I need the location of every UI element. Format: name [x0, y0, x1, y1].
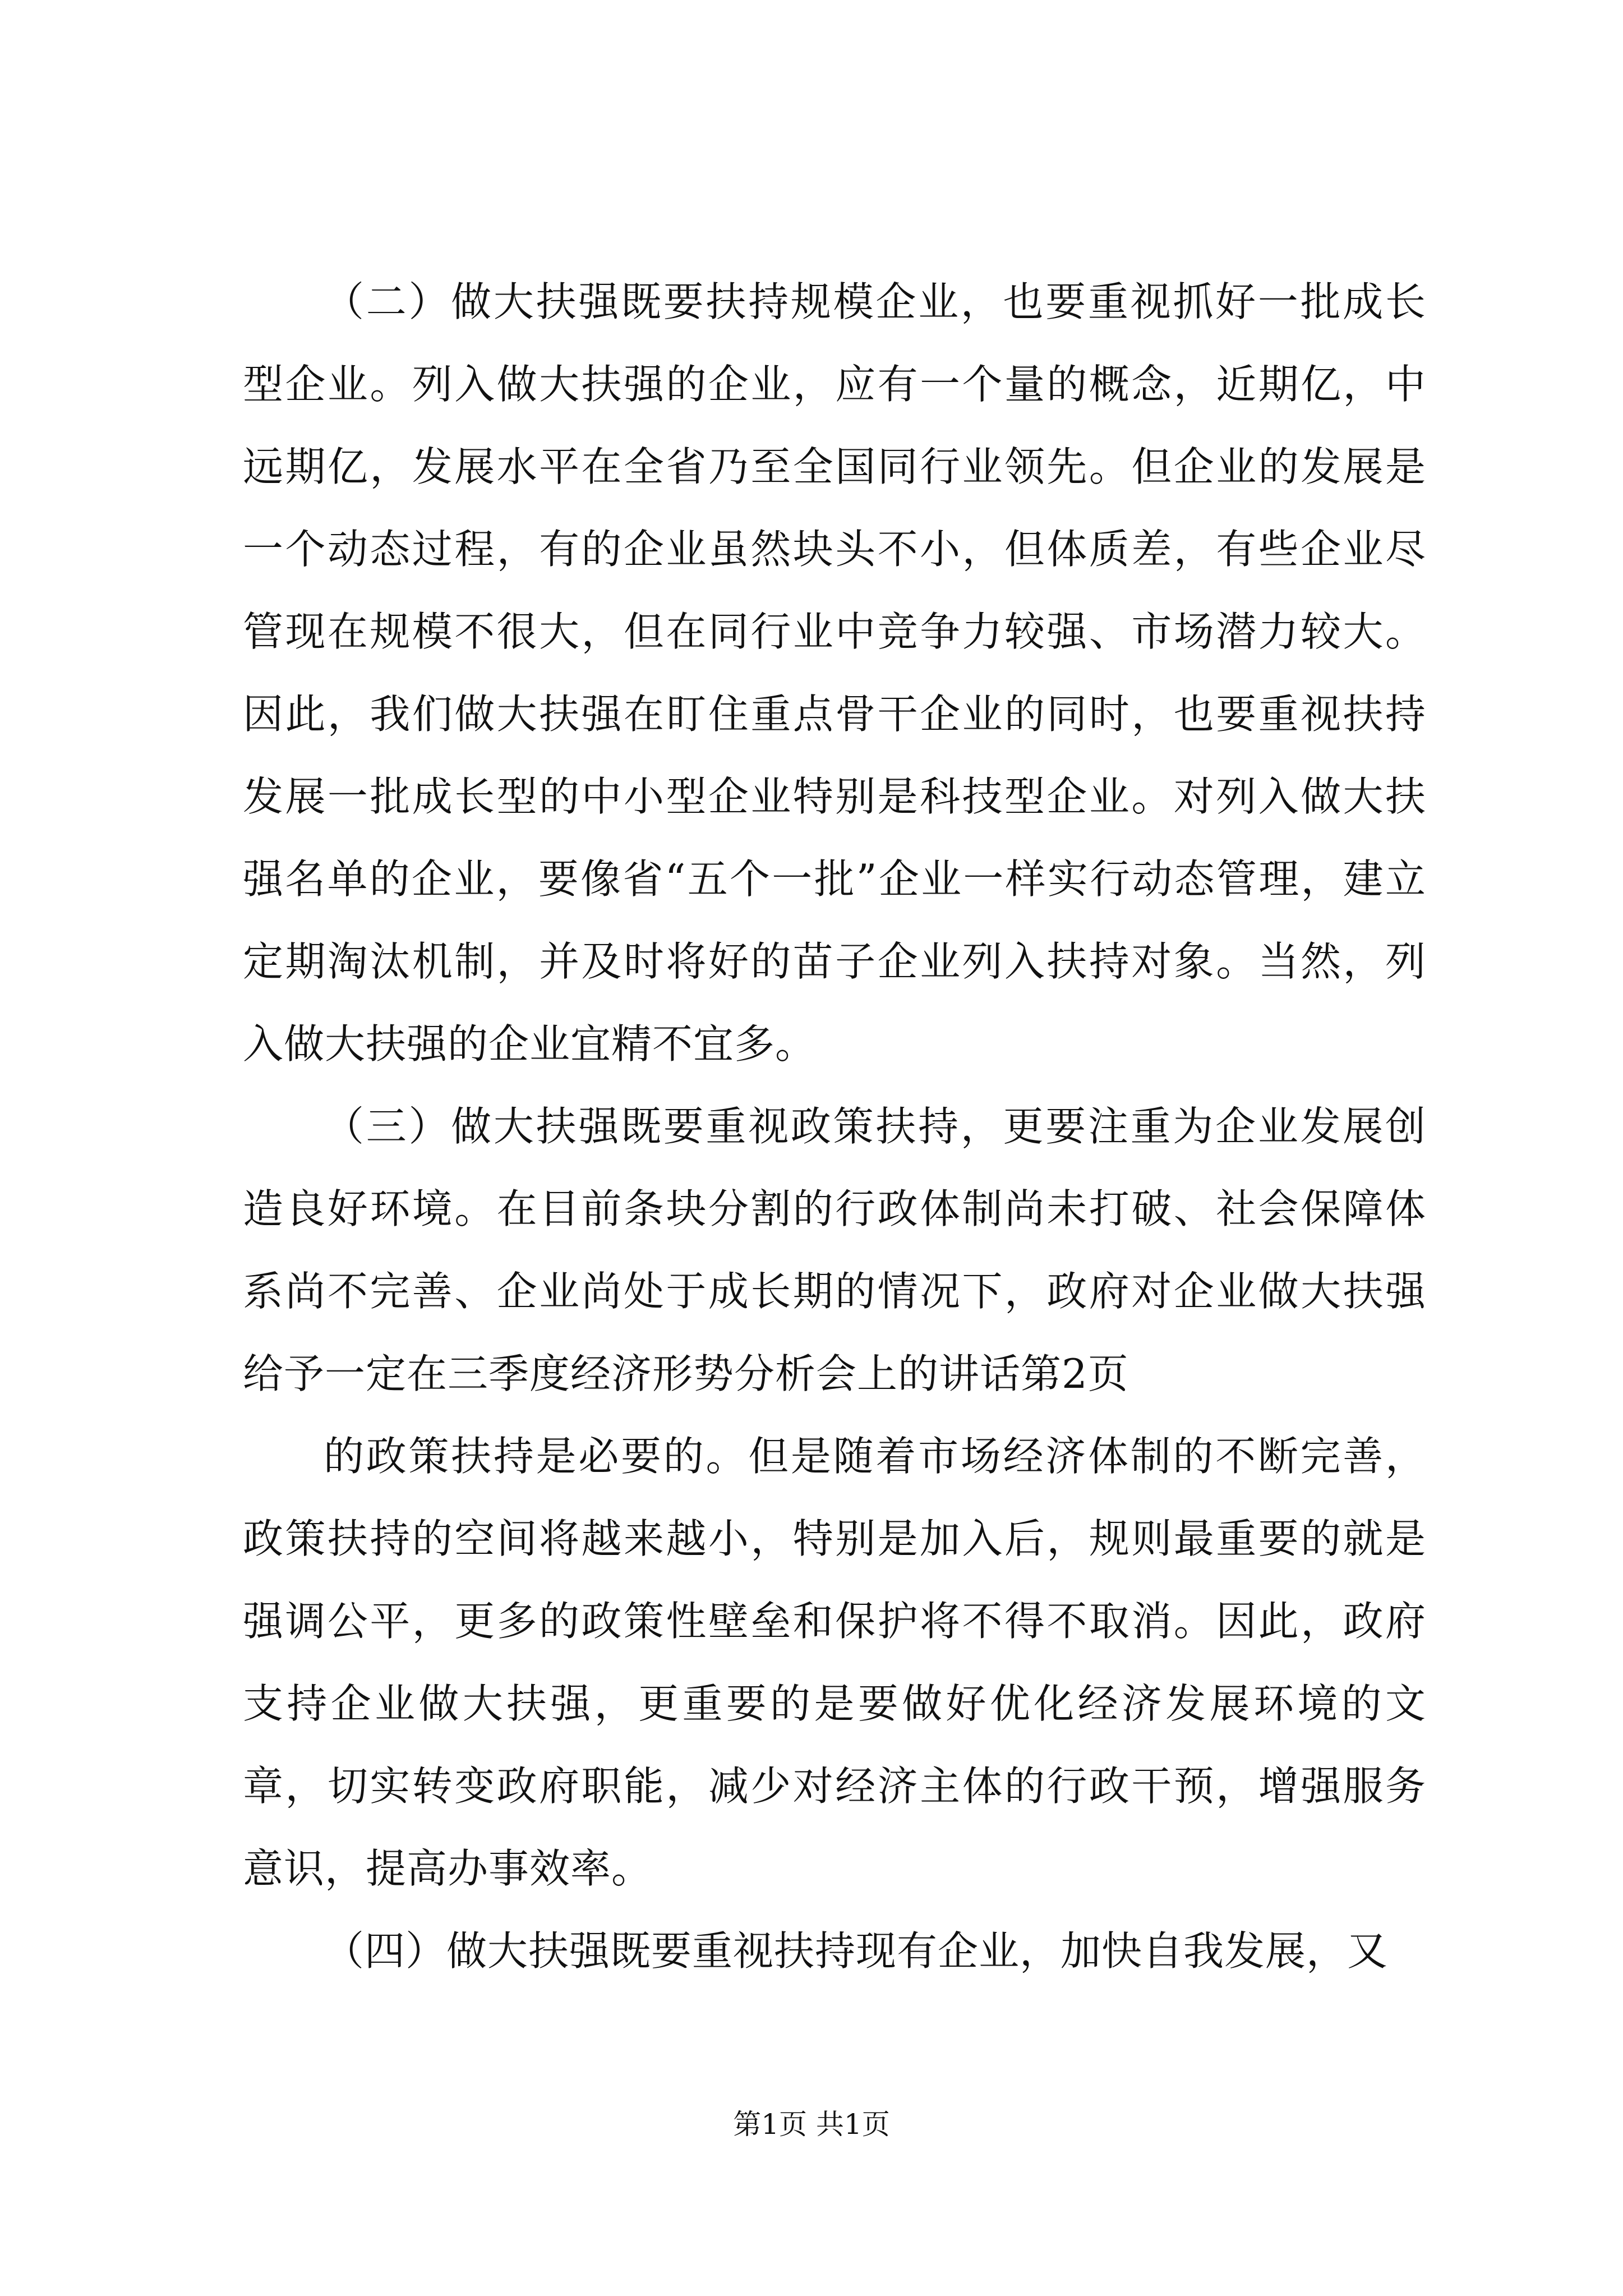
paragraph-section-4: （四）做大扶强既要重视扶持现有企业，加快自我发展，又	[324, 1927, 1389, 1975]
document-body	[243, 261, 1426, 1993]
paragraph-section-2: （二）做大扶强既要扶持规模企业，也要重视抓好一批成长型企业。列入做大扶强的企业，应有一个量的概念，近期亿，中远期亿，发展水平在全省乃至全国同行业领先。但企业的发展是一个动态过程，有的企业虽然块头不小，但体质差，有些企业尽管现在规模不很大，但在同行业中竞争力较强、市场潜力较大。因此，我们做大扶强在盯住重点骨干企业的同时，也要重视扶持发展一批成长型的中小型企业特别是科技型企业。对列入做大扶强名单的企业，要像省“五个一批”企业一样实行动态管理，建立定期淘汰机制，并及时将好的苗子企业列入扶持对象。当然，列入做大扶强的企业宜精不宜多。	[243, 278, 1426, 1068]
paragraph-section-3: （三）做大扶强既要重视政策扶持，更要注重为企业发展创造良好环境。在目前条块分割的行政体制尚未打破、社会保障体系尚不完善、企业尚处于成长期的情况下，政府对企业做大扶强给予一定在三季度经济形势分析会上的讲话第2页	[243, 1103, 1426, 1397]
paragraph-continuation: 的政策扶持是必要的。但是随着市场经济体制的不断完善，政策扶持的空间将越来越小，特别是加入后，规则最重要的就是强调公平，更多的政策性壁垒和保护将不得不取消。因此，政府支持企业做大扶强，更重要的是要做好优化经济发展环境的文章，切实转变政府职能，减少对经济主体的行政干预，增强服务意识，提高办事效率。	[243, 1433, 1426, 1892]
page-footer: 第1页 共1页	[733, 2108, 890, 2141]
